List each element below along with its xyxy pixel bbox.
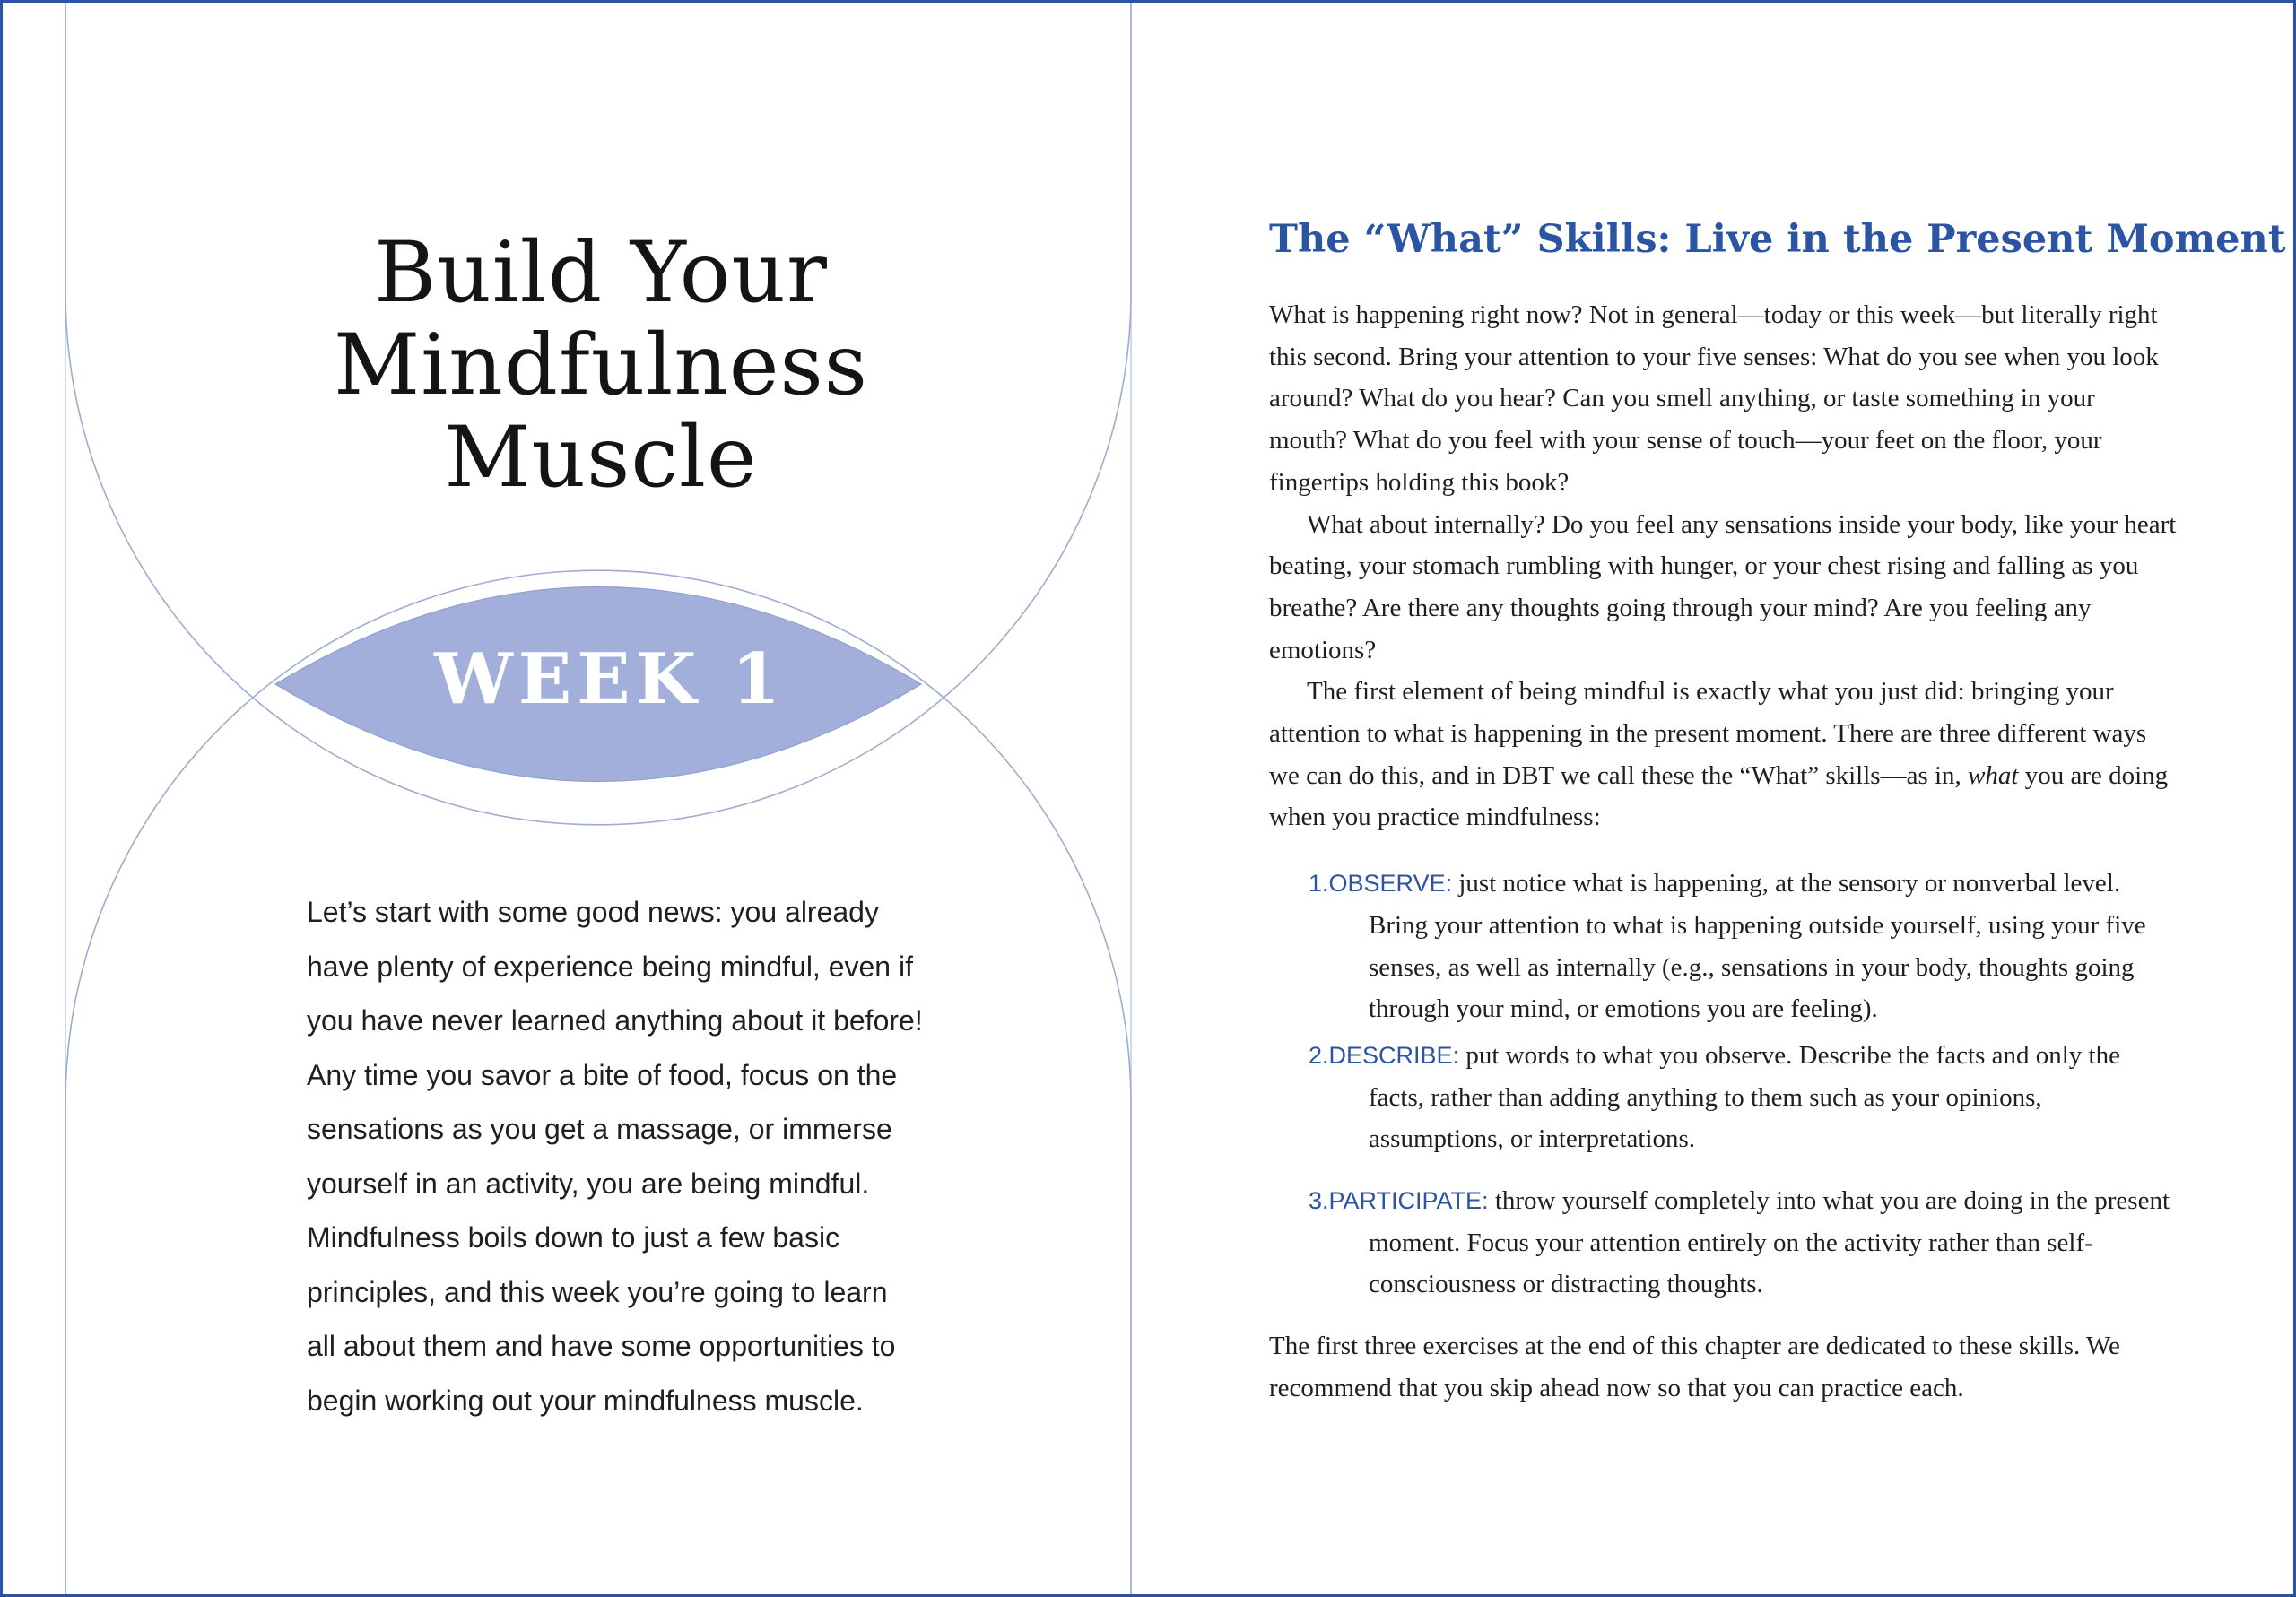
body-paragraph-3-emphasis: what xyxy=(1968,760,2019,790)
intro-line-10: begin working out your mindfulness muscle. xyxy=(307,1384,864,1417)
skill-number: 1. xyxy=(1309,870,1329,898)
right-page-body xyxy=(1269,294,2179,1410)
intro-line-5: sensations as you get a massage, or immerse xyxy=(307,1113,892,1145)
skill-name: DESCRIBE: xyxy=(1328,1041,1460,1069)
intro-line-3: you have never learned anything about it before! xyxy=(307,1004,923,1037)
intro-line-4: Any time you savor a bite of food, focus on the xyxy=(307,1058,898,1091)
body-paragraph-2: What about internally? Do you feel any sensations inside your body, like your heart beating, your stomach rumbling with hunger, or your chest rising and falling as you breathe? Are there any thoughts going through your mind? Are you feeling any emotions? xyxy=(1269,509,2177,664)
intro-line-9: all about them and have some opportunities to xyxy=(307,1330,896,1362)
closing-paragraph: The first three exercises at the end of this chapter are dedicated to these skills. We recommend that you skip ahead now so that you can practice each. xyxy=(1269,1332,2120,1402)
skill-name: PARTICIPATE: xyxy=(1328,1187,1489,1215)
body-paragraph-3-end: you are doing when you practice mindfulness: xyxy=(1269,760,2169,832)
chapter-title-line-3: Muscle xyxy=(444,409,758,507)
body-paragraph-1: What is happening right now? Not in general—today or this week—but literally right this second. Bring your attention to your five senses: What do you see when you look around? What do you hear? Can you smell anything, or taste something in your mouth? What do you feel with your sense of touch—your feet on the floor, your fingertips holding this book? xyxy=(1269,300,2159,497)
intro-line-8: principles, and this week you’re going to learn xyxy=(307,1275,888,1308)
chapter-title-line-1: Build Your xyxy=(374,224,828,322)
chapter-title xyxy=(206,224,996,507)
intro-line-1: Let’s start with some good news: you already xyxy=(307,896,879,928)
skill-item-describe xyxy=(1269,1035,2179,1160)
what-skills-list xyxy=(1269,863,2179,1306)
body-paragraph-3-start: The first element of being mindful is exactly what you just did: bringing your attention to what is happening in the present moment. There are three different ways we can do this, and in DBT we call these the “What” skills—as in, xyxy=(1269,677,2147,790)
chapter-title-line-2: Mindfulness xyxy=(333,317,869,414)
week-label: WEEK 1 xyxy=(434,638,786,720)
skill-description: just notice what is happening, at the sensory or nonverbal level. Bring your attention to what is happening outside yourself, using your five senses, as well as internally (e.g., sensations in your body, thoughts going through your mind, or emotions you are feeling). xyxy=(1369,869,2146,1024)
skill-item-observe xyxy=(1269,863,2179,1030)
intro-line-6: yourself in an activity, you are being mindful. xyxy=(307,1167,870,1200)
body-paragraph-3 xyxy=(1269,671,2179,838)
skill-number: 3. xyxy=(1309,1187,1329,1215)
skill-name: OBSERVE: xyxy=(1328,870,1453,898)
skill-description: put words to what you observe. Describe the facts and only the facts, rather than adding anything to them such as your opinions, assumptions, or interpretations. xyxy=(1369,1040,2120,1154)
intro-paragraph xyxy=(307,885,935,1428)
skill-description: throw yourself completely into what you are doing in the present moment. Focus your attention entirely on the activity rather than self-consciousness or distracting thoughts. xyxy=(1369,1186,2170,1299)
intro-line-2: have plenty of experience being mindful, even if xyxy=(307,950,913,983)
intro-line-7: Mindfulness boils down to just a few basic xyxy=(307,1221,840,1254)
skill-item-participate xyxy=(1269,1180,2179,1306)
section-heading: The “What” Skills: Live in the Present Moment xyxy=(1269,217,2286,262)
skill-number: 2. xyxy=(1309,1041,1329,1069)
